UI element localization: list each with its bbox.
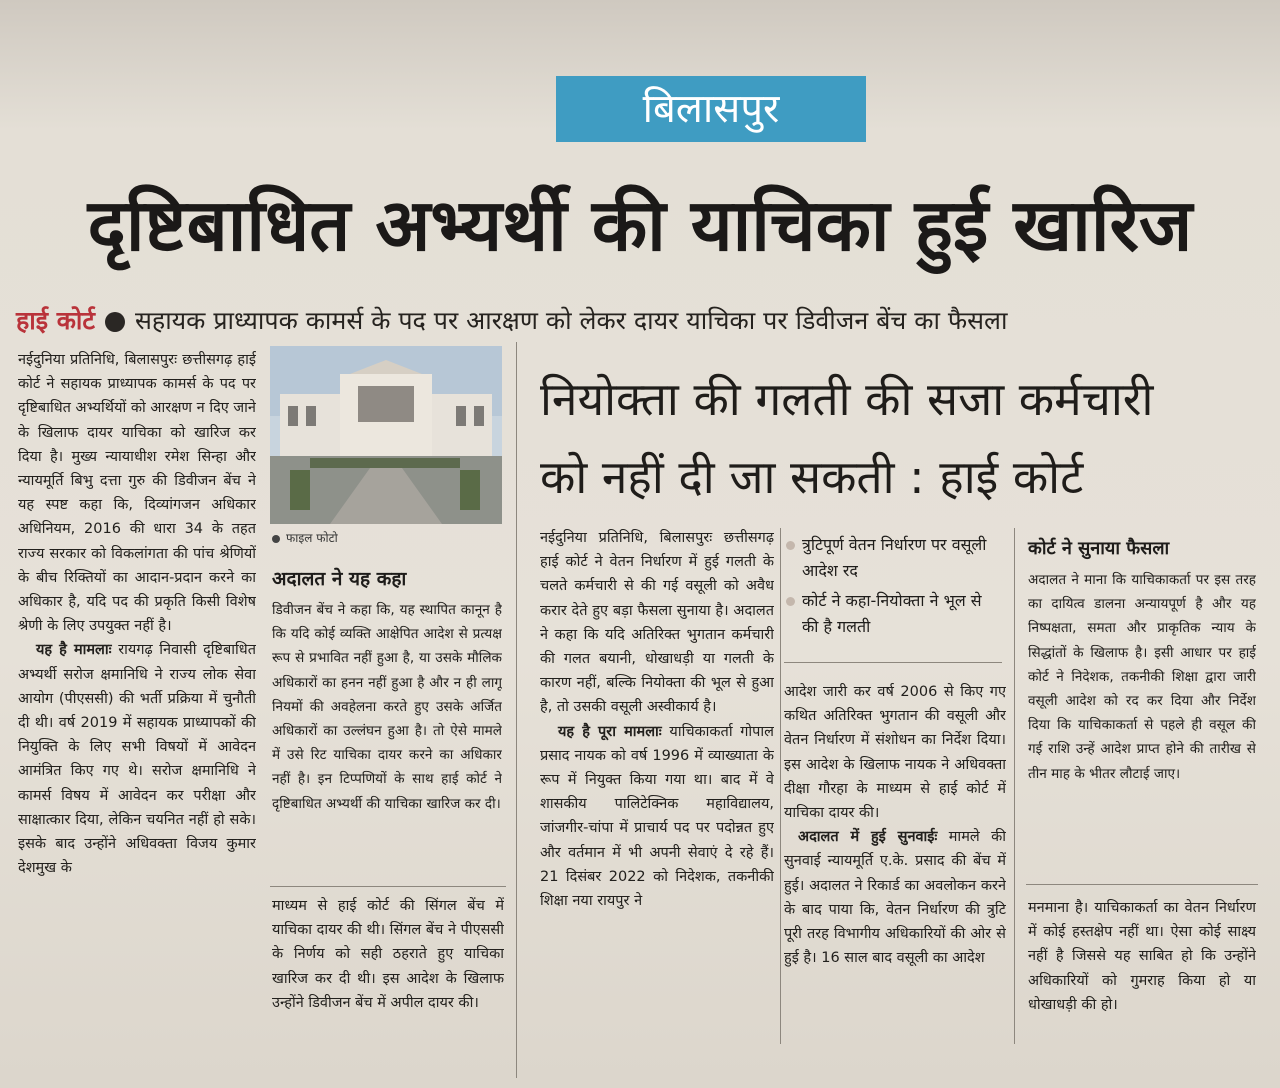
story1-paragraph2 (18, 638, 256, 880)
story2-paragraph1: नईदुनिया प्रतिनिधि, बिलासपुरः छत्तीसगढ़ हाई कोर्ट ने वेतन निर्धारण में हुई गलती के चलते कर्मचारी से की गई वसूली को अवैध करार देते हुए बड़ा फैसला सुनाया है। अदालत ने कहा कि यदि अतिरिक्त भुगतान कर्मचारी की गलत बयानी, धोखाधड़ी या गलती के कारण नहीं, बल्कि नियोक्ता की भूल से हुआ है, तो उसकी वसूली अस्वीकार्य है। (540, 530, 774, 716)
story2-col2-paragraph2-text: मामले की सुनवाई न्यायमूर्ति ए.के. प्रसाद की बेंच में हुई। अदालत ने रिकार्ड का अवलोकन करने के बाद पाया कि, वेतन निर्धारण की त्रुटि पूरी तरह विभागीय अधिकारियों की ओर से हुई है। 16 साल बाद वसूली का आदेश (784, 829, 1006, 967)
photo-caption-text: फाइल फोटो (286, 531, 338, 545)
story2-headline-line1: नियोक्ता की गलती की सजा कर्मचारी (540, 372, 1154, 426)
story1-column2-bottom: माध्यम से हाई कोर्ट की सिंगल बेंच में याचिका दायर की थी। सिंगल बेंच ने पीएससी के निर्णय को सही ठहराते हुए याचिका खारिज कर दी थी। इस आदेश के खिलाफ उन्होंने डिवीजन बेंच में अपील दायर की। (272, 898, 504, 1011)
story2-column2 (784, 680, 1006, 1046)
story1-paragraph2-text: रायगढ़ निवासी दृष्टिबाधित अभ्यर्थी सरोज क्षमानिधि ने राज्य लोक सेवा आयोग (पीएससी) की भर्ती प्रक्रिया में चुनौती दी थी। वर्ष 2019 में सहायक प्राध्यापकों की नियुक्ति के लिए सभी विषयों में आवेदन आमंत्रित किए गए थे। सरोज क्षमानिधि ने कामर्स विषय में आवेदन कर परीक्षा और साक्षात्कार दिया, लेकिन चयनित नहीं हो सके। इसके बाद उन्होंने अधिवक्ता विजय कुमार देशमुख के (18, 642, 256, 877)
divider (1026, 884, 1258, 885)
story2-paragraph2-text: याचिकाकर्ता गोपाल प्रसाद नायक को वर्ष 1996 में व्याख्याता के रूप में नियुक्त किया गया था। बाद में वे शासकीय पालिटेक्निक महाविद्यालय, जांजगीर-चांपा में प्राचार्य पद पर पदोन्नत हुए और वर्तमान में भी अपनी सेवाएं दे रहे हैं। 21 दिसंबर 2022 को निदेशक, तकनीकी शिक्षा नया रायपुर ने (540, 723, 774, 910)
bullet-icon (786, 541, 795, 550)
main-headline: दृष्टिबाधित अभ्यर्थी की याचिका हुई खारिज (87, 183, 1193, 267)
story2-headline-line2: को नहीं दी जा सकती : हाई कोर्ट (540, 450, 1084, 504)
story1-box-title: अदालत ने यह कहा (272, 568, 407, 590)
bullet-icon (786, 597, 795, 606)
story2-column1 (540, 526, 774, 1046)
story2-paragraph2 (540, 720, 774, 914)
story2-headline (540, 360, 1270, 516)
bullet-icon (105, 312, 125, 332)
story2-col2-paragraph2 (784, 825, 1006, 970)
column-divider (780, 528, 781, 1044)
story1-box-text: डिवीजन बेंच ने कहा कि, यह स्थापित कानून है कि यदि कोई व्यक्ति आक्षेपित आदेश से प्रत्यक्ष रूप से प्रभावित नहीं हुआ है, या उसके मौलिक अधिकारों का हनन नहीं हुआ है और न ही लागू नियमों की अवहेलना करते हुए उसके अर्जित अधिकारों का उल्लंघन हुआ है। तो ऐसे मामले में उसे रिट याचिका दायर करने का अधिकार नहीं है। इन टिप्पणियों के साथ हाई कोर्ट ने दृष्टिबाधित अभ्यर्थी की याचिका खारिज कर दी। (272, 602, 502, 812)
subheadline (16, 296, 1276, 346)
story2-col3-title: कोर्ट ने सुनाया फैसला (1028, 538, 1170, 559)
story1-paragraph1: नईदुनिया प्रतिनिधि, बिलासपुरः छत्तीसगढ़ हाई कोर्ट ने सहायक प्राध्यापक कामर्स के पद पर दृष्टिबाधित अभ्यर्थियों को आरक्षण न दिए जाने के खिलाफ दायर याचिका को खारिज कर दिया है। मुख्य न्यायाधीश रमेश सिन्हा और न्यायमूर्ति बिभु दत्ता गुरु की डिवीजन बेंच ने यह स्पष्ट कहा कि, दिव्यांगजन अधिकार अधिनियम, 2016 की धारा 34 के तहत राज्य सरकार को विकलांगता की पांच श्रेणियों के बीच रिक्तियों का आदान-प्रदान करने का अधिकार है, यदि पद की प्रकृति किसी विशेष श्रेणी के लिए उपयुक्त नहीं है। (18, 352, 256, 635)
building-illustration (270, 346, 502, 524)
photo-caption (272, 528, 338, 548)
story2-column3: अदालत ने माना कि याचिकाकर्ता पर इस तरह का दायित्व डालना अन्यायपूर्ण है और यह निष्पक्षता, समता और प्राकृतिक न्याय के सिद्धांतों के खिलाफ है। इसी आधार पर हाई कोर्ट ने निदेशक, तकनीकी शिक्षा द्वारा जारी वसूली आदेश को रद कर दिया और निर्देश दिया कि याचिकाकर्ता से पहले ही वसूल की गई राशि उन्हें आदेश प्राप्त होने की तारीख से तीन माह के भीतर लौटाई जाए। (1028, 572, 1256, 782)
story1-column1 (18, 348, 256, 1076)
subheadline-text: सहायक प्राध्यापक कामर्स के पद पर आरक्षण को लेकर दायर याचिका पर डिवीजन बेंच का फैसला (135, 306, 1008, 335)
story2-col2-paragraph1: आदेश जारी कर वर्ष 2006 से किए गए कथित अतिरिक्त भुगतान की वसूली और वेतन निर्धारण में संशोधन का निर्देश दिया। इस आदेश के खिलाफ नायक ने अधिवक्ता दीक्षा गौरहा के माध्यम से हाई कोर्ट में याचिका दायर की। (784, 684, 1006, 822)
divider (270, 886, 506, 887)
section-label: बिलासपुर (556, 76, 866, 142)
highlight-text: कोर्ट ने कहा-नियोक्ता ने भूल से की है गलती (802, 591, 982, 636)
story1-lead2: यह है मामलाः (36, 642, 112, 659)
highlight-item (786, 532, 1000, 584)
highlight-item (786, 588, 1000, 640)
subheadline-tag: हाई कोर्ट (16, 306, 96, 335)
highlight-text: त्रुटिपूर्ण वेतन निर्धारण पर वसूली आदेश रद (802, 535, 987, 580)
divider (784, 662, 1002, 663)
column-divider (516, 342, 517, 1078)
highlights-box (786, 532, 1000, 644)
story2-column3-bottom: मनमाना है। याचिकाकर्ता का वेतन निर्धारण में कोई हस्तक्षेप नहीं था। ऐसा कोई साक्ष्य नहीं है जिससे यह साबित हो कि उन्होंने अधिकारियों को गुमराह किया हो या धोखाधड़ी की हो। (1028, 900, 1256, 1013)
column-divider (1014, 528, 1015, 1044)
story2-lead2: यह है पूरा मामलाः (558, 723, 662, 740)
high-court-photo (270, 346, 502, 524)
bullet-icon (272, 535, 280, 543)
story2-col2-lead2: अदालत में हुई सुनवाईः (798, 829, 938, 846)
